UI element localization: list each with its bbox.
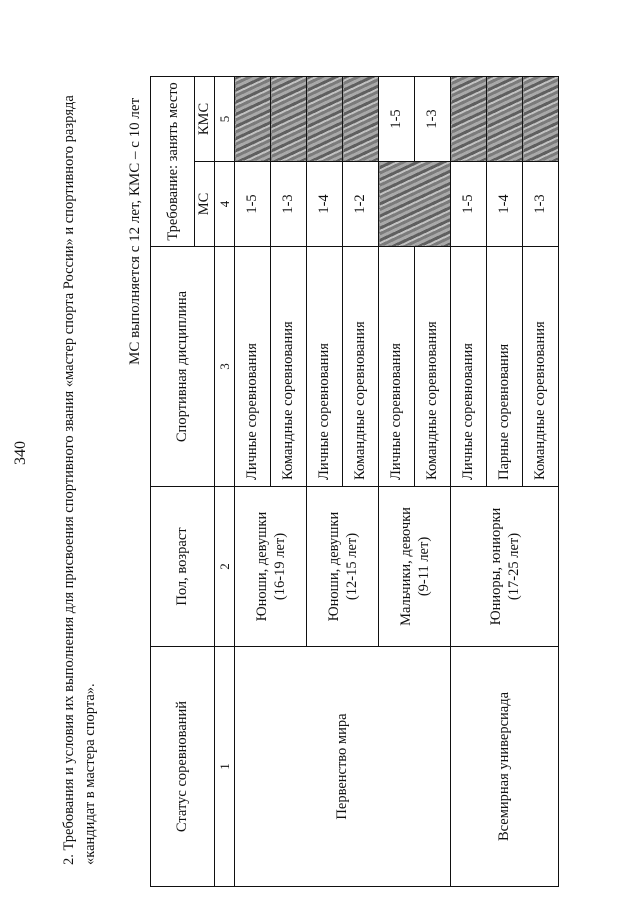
kms-cell-shaded xyxy=(343,76,379,161)
header-ms: МС xyxy=(195,162,215,247)
col-number-2: 2 xyxy=(215,487,235,647)
sex-age-label: Юноши, девушки xyxy=(253,511,270,622)
ms-cell-shaded xyxy=(379,162,451,247)
kms-cell-shaded xyxy=(523,76,559,161)
ms-cell: 1-5 xyxy=(451,162,487,247)
status-cell: Первенство мира xyxy=(235,647,451,887)
col-number-5: 5 xyxy=(215,76,235,161)
sex-age-label: Юниоры, юниорки xyxy=(487,507,504,626)
sex-age-label: Юноши, девушки xyxy=(325,511,342,622)
ms-cell: 1-3 xyxy=(271,162,307,247)
sex-age-label: Мальчики, девочки xyxy=(397,507,414,626)
discipline-cell: Личные соревнования xyxy=(235,247,271,487)
age-range-label: (9-11 лет) xyxy=(415,536,432,597)
ms-cell: 1-3 xyxy=(523,162,559,247)
header-status: Статус соревнований xyxy=(151,647,215,887)
ms-cell: 1-4 xyxy=(307,162,343,247)
age-range-label: (12-15 лет) xyxy=(343,532,360,601)
discipline-cell: Личные соревнования xyxy=(379,247,415,487)
discipline-cell: Командные соревнования xyxy=(415,247,451,487)
sex-age-cell xyxy=(379,487,451,647)
age-range-label: (16-19 лет) xyxy=(271,532,288,601)
header-requirement: Требование: занять место xyxy=(151,76,195,246)
kms-cell: 1-5 xyxy=(379,76,415,161)
heading-line-1: 2. Требования и условия их выполнения для присвоения спортивного звания «мастер спорта России» и спортивного разряда xyxy=(61,95,77,865)
heading-line-2: «кандидат в мастера спорта». xyxy=(82,683,98,865)
kms-cell-shaded xyxy=(487,76,523,161)
discipline-cell: Парные соревнования xyxy=(487,247,523,487)
requirements-table xyxy=(150,76,559,887)
kms-cell-shaded xyxy=(307,76,343,161)
sex-age-cell xyxy=(307,487,379,647)
kms-cell-shaded xyxy=(271,76,307,161)
table-row xyxy=(451,76,487,886)
sex-age-cell xyxy=(451,487,559,647)
header-kms: КМС xyxy=(195,76,215,161)
ms-cell: 1-2 xyxy=(343,162,379,247)
kms-cell: 1-3 xyxy=(415,76,451,161)
discipline-cell: Личные соревнования xyxy=(307,247,343,487)
col-number-4: 4 xyxy=(215,162,235,247)
header-discipline: Спортивная дисциплина xyxy=(151,247,215,487)
page-number: 340 xyxy=(12,441,29,465)
kms-cell-shaded xyxy=(235,76,271,161)
discipline-cell: Командные соревнования xyxy=(343,247,379,487)
age-note: МС выполняется с 12 лет, КМС – с 10 лет xyxy=(127,97,143,365)
kms-cell-shaded xyxy=(451,76,487,161)
ms-cell: 1-5 xyxy=(235,162,271,247)
sex-age-cell xyxy=(235,487,307,647)
col-number-3: 3 xyxy=(215,247,235,487)
header-sex-age: Пол, возраст xyxy=(151,487,215,647)
discipline-cell: Личные соревнования xyxy=(451,247,487,487)
col-number-1: 1 xyxy=(215,647,235,887)
age-range-label: (17-25 лет) xyxy=(505,532,522,601)
discipline-cell: Командные соревнования xyxy=(523,247,559,487)
ms-cell: 1-4 xyxy=(487,162,523,247)
discipline-cell: Командные соревнования xyxy=(271,247,307,487)
table-row xyxy=(235,76,271,886)
status-cell: Всемирная универсиада xyxy=(451,647,559,887)
